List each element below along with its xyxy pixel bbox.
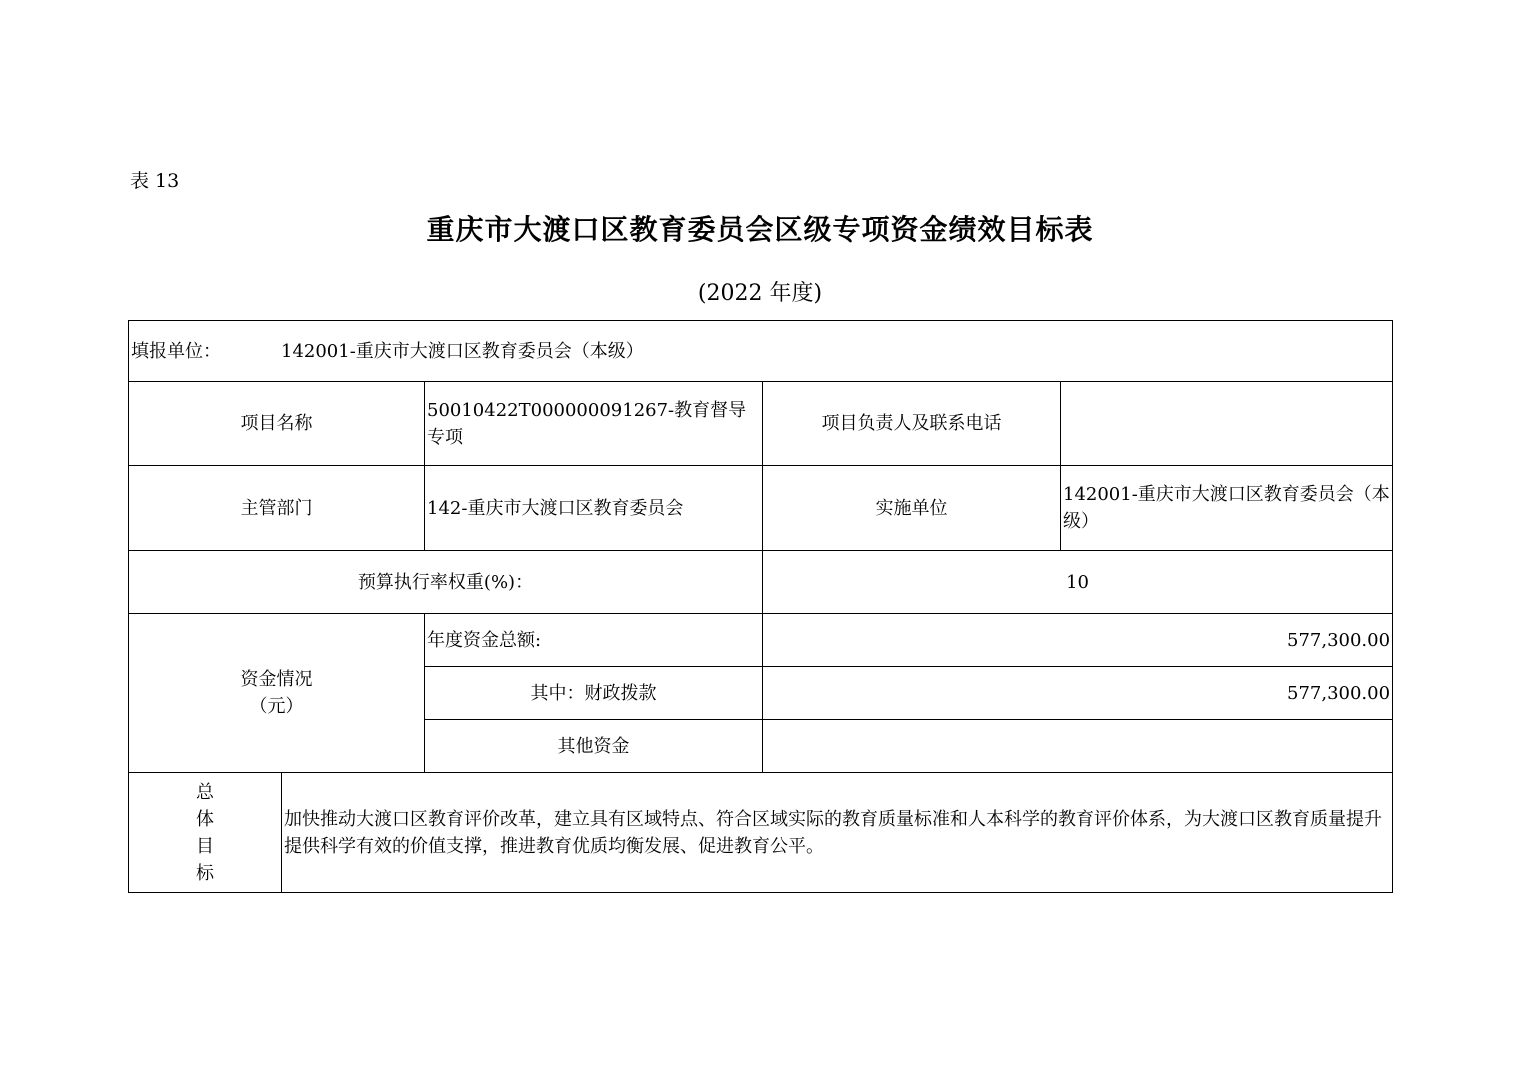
overall-goal-label bbox=[129, 773, 282, 893]
performance-goal-table bbox=[128, 320, 1393, 893]
budget-weight-value: 10 bbox=[763, 551, 1393, 614]
project-name-label: 项目名称 bbox=[129, 382, 425, 466]
funds-label: 资金情况 bbox=[240, 669, 313, 690]
project-contact-value bbox=[1061, 382, 1393, 466]
funds-fiscal-value: 577,300.00 bbox=[763, 667, 1393, 720]
project-row bbox=[129, 382, 1393, 466]
project-contact-label: 项目负责人及联系电话 bbox=[763, 382, 1061, 466]
project-name-value: 50010422T000000091267-教育督导专项 bbox=[425, 382, 763, 466]
funds-total-value: 577,300.00 bbox=[763, 614, 1393, 667]
funds-total-label: 年度资金总额: bbox=[425, 614, 763, 667]
overall-goal-char: 目 bbox=[196, 835, 214, 857]
funds-unit: （元） bbox=[249, 696, 304, 717]
year-subtitle: (2022 年度) bbox=[697, 281, 823, 306]
overall-goal-char: 体 bbox=[196, 808, 214, 830]
impl-unit-label: 实施单位 bbox=[763, 466, 1061, 551]
reporting-unit-value: 142001-重庆市大渡口区教育委员会（本级） bbox=[281, 340, 644, 362]
overall-goal-char: 标 bbox=[196, 862, 214, 884]
reporting-unit-label: 填报单位： bbox=[131, 340, 221, 362]
department-row bbox=[129, 466, 1393, 551]
budget-weight-row bbox=[129, 551, 1393, 614]
funds-label-cell bbox=[129, 614, 425, 773]
supervisor-value: 142-重庆市大渡口区教育委员会 bbox=[425, 466, 763, 551]
page-title: 重庆市大渡口区教育委员会区级专项资金绩效目标表 bbox=[426, 213, 1094, 246]
budget-weight-label: 预算执行率权重(%)： bbox=[129, 551, 763, 614]
supervisor-label: 主管部门 bbox=[129, 466, 425, 551]
reporting-unit-cell bbox=[129, 321, 1393, 382]
reporting-unit-row bbox=[129, 321, 1393, 382]
table-number: 表 13 bbox=[130, 170, 180, 192]
overall-goal-text: 加快推动大渡口区教育评价改革，建立具有区域特点、符合区域实际的教育质量标准和人本科学的教育评价体系，为大渡口区教育质量提升提供科学有效的价值支撑，推进教育优质均衡发展、促进教育公平。 bbox=[282, 773, 1393, 893]
funds-total-row bbox=[129, 614, 1393, 667]
overall-goal-char: 总 bbox=[196, 781, 214, 803]
funds-other-label: 其他资金 bbox=[425, 720, 763, 773]
overall-goal-row bbox=[129, 773, 1393, 893]
impl-unit-value: 142001-重庆市大渡口区教育委员会（本级） bbox=[1061, 466, 1393, 551]
funds-other-value bbox=[763, 720, 1393, 773]
funds-fiscal-label: 其中：财政拨款 bbox=[425, 667, 763, 720]
